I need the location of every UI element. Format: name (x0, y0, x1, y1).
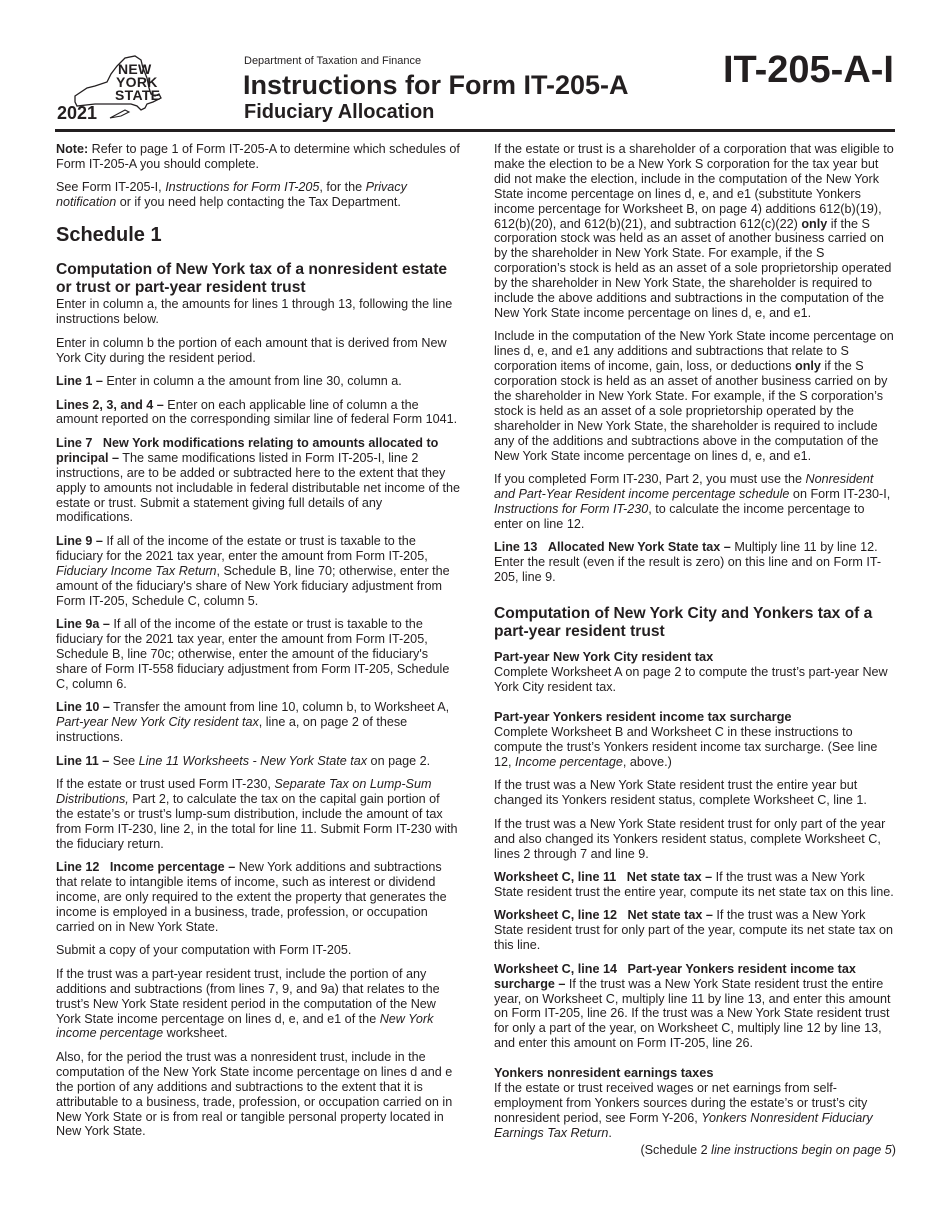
logo-word-york: YORK (116, 74, 158, 90)
text: , to calculate the income percentage to enter on line 12. (494, 502, 865, 531)
text: Separate Tax on Lump-Sum Distributions, (56, 777, 432, 806)
label: Net state tax – (627, 908, 713, 923)
paragraph: Complete Worksheet A on page 2 to compute the trust’s part-year New York City resident tax. (494, 665, 888, 695)
text: Privacy notification (56, 180, 407, 210)
label: Worksheet C, line 11 (494, 870, 617, 884)
paragraph: If the trust was a New York State resident trust the entire year but changed its Yonkers resident status, complete Worksheet C, line 1. (494, 778, 867, 808)
form-code: IT-205-A-I (722, 49, 894, 91)
paragraph: Submit a copy of your computation with Form IT-205. (56, 943, 352, 958)
text: Instructions for Form IT-230 (494, 502, 649, 517)
text: worksheet. (163, 1026, 228, 1041)
paragraph: Enter in column a, the amounts for lines 1 through 13, following the line instructions below. (56, 297, 453, 327)
text: if the S corporation stock is held as an asset of another business carried on by the shareholder in New York State. For example, if the S corporation’s stock is held as an asset of a sole proprietorship operated by the shareholder in New York State, the shareholder is required to include any of the additions and subtractions above in the computation of the New York State income percentage on lines d, e, and e1. (494, 359, 888, 463)
text: , for the (319, 180, 366, 195)
text: New York income percentage (56, 1011, 434, 1041)
see-paragraph (56, 180, 460, 210)
label: New York modifications relating to amounts allocated to principal – (56, 435, 439, 465)
text: Transfer the amount from line 10, column b, to Worksheet A, (109, 700, 450, 715)
subheading: Part-year Yonkers resident income tax surcharge (494, 708, 792, 724)
line-10-paragraph (56, 700, 460, 745)
label: Line 10 – (56, 700, 110, 715)
note-label: Note: (56, 142, 89, 156)
text: Part 2, to calculate the tax on the capital gain portion of the estate’s or trust’s lump-sum distribution, include the amount of tax from Form IT-230, line 2, in the total for line 11. Submit Form IT-230 with the fiduciary return. (56, 791, 458, 851)
page-subtitle: Fiduciary Allocation (244, 101, 435, 123)
schedule-heading: Schedule 1 (56, 224, 162, 247)
text: Part-year New York City resident tax (56, 715, 259, 730)
it230-paragraph (56, 777, 460, 852)
text: New York additions and subtractions that relate to intangible items of income, such as interest or dividend income, are only required to the extent the property that generates the income is employed in a business, trade, profession, or occupation carried on in New York State. (56, 860, 447, 934)
nys-logo (55, 52, 175, 124)
label: Line 9 – (56, 533, 103, 548)
text: If all of the income of the estate or trust is taxable to the fiduciary for the 2021 tax year, enter the amount from Form IT-205, (56, 533, 428, 563)
label: Income percentage – (109, 860, 236, 875)
department-name: Department of Taxation and Finance (244, 55, 422, 67)
label: Worksheet C, line 12 (494, 908, 617, 923)
text: If the trust was a part-year resident trust, include the portion of any additions and subtractions (from lines 7, 9, and 9a) that relates to the trust’s New York State resident period in the computation of the New York State income percentage on lines d, e, and e1 of the (56, 966, 440, 1026)
text: , above.) (622, 754, 672, 769)
it230-part2-paragraph (494, 472, 896, 532)
worksheet-c-line-12-paragraph (494, 908, 896, 953)
line-12-paragraph (56, 860, 460, 935)
text: Instructions for Form IT-205 (165, 180, 320, 195)
text: only (801, 216, 828, 231)
s-corp-paragraph-2 (494, 329, 896, 463)
s-corp-paragraph-1 (494, 142, 896, 321)
paragraph: Enter in column b the portion of each amount that is derived from New York City during the resident period. (56, 335, 447, 365)
continuation-note (494, 1143, 896, 1158)
label: Net state tax – (626, 870, 713, 884)
text: If the trust was a New York State resident trust for only part of the year, compute its net state tax on this line. (494, 908, 894, 953)
left-column (56, 142, 460, 1148)
text: line instructions begin on page 5 (711, 1142, 892, 1157)
text: Nonresident and Part-Year Resident income percentage schedule (494, 472, 874, 502)
text: See (109, 753, 139, 768)
subheading: Part-year New York City resident tax (494, 649, 714, 665)
text: See Form IT-205-I, (56, 180, 166, 195)
page-title: Instructions for Form IT-205-A (243, 70, 629, 100)
worksheet-c-line-11-paragraph (494, 870, 896, 900)
section-heading: Computation of New York City and Yonkers tax of a part-year resident trust (494, 605, 873, 640)
line-7-paragraph (56, 436, 460, 525)
subheading: Yonkers nonresident earnings taxes (494, 1065, 714, 1081)
text: Enter on each applicable line of column a the amount reported on the corresponding similar line of federal Form 1041. (56, 397, 458, 427)
nonresident-paragraph: Also, for the period the trust was a nonresident trust, include in the computation of the New York State income percentage on lines d and e the portion of any additions and subtractions to the extent that it is attributable to a business, trade, profession, or occupation carried on in New York State or is from real or tangible personal property located in New York State. (56, 1049, 453, 1139)
yonkers-paragraph (494, 725, 896, 770)
text: If the trust was a New York State resident trust the entire year, compute its net state tax on this line. (494, 870, 894, 899)
label: Part-year Yonkers resident income tax surcharge – (494, 961, 856, 991)
right-column (494, 142, 896, 1166)
logo-year: 2021 (57, 103, 98, 123)
worksheet-c-line-14-paragraph (494, 962, 896, 1051)
label: Line 12 (56, 860, 100, 875)
text: If the estate or trust received wages or net earnings from self-employment from Yonkers sources during the estate’s or trust’s city nonresident period, see Form Y-206, (494, 1081, 868, 1125)
text: on page 2. (367, 753, 431, 768)
text: If the estate or trust used Form IT-230, (56, 777, 275, 792)
text: If the trust was a New York State resident trust the entire year, on Worksheet C, multiply line 11 by line 13, and enter this amount on Form IT-205, line 26. If the trust was a New York State resident trust for only a part of the year, on Worksheet C, multiply line 12 by line 13, and enter this amount on Form IT-205, line 26. (494, 976, 891, 1051)
text: Complete Worksheet B and Worksheet C in these instructions to compute the trust’s Yonkers resident income tax surcharge. (See line 12, (494, 724, 878, 769)
line-11-paragraph (56, 754, 460, 769)
line-13-paragraph (494, 540, 896, 585)
text: If all of the income of the estate or trust is taxable to the fiduciary for the 2021 tax year, enter the amount from Form IT-205, Schedule B, line 70c; otherwise, enter the amount of the fiduciary's share of Form IT-558 fiduciary adjustment from Form IT-205, Schedule C, column 6. (56, 617, 450, 691)
lines-2-4-paragraph (56, 398, 460, 428)
text: . (608, 1125, 612, 1140)
label: Lines 2, 3, and 4 – (56, 397, 164, 412)
label: Allocated New York State tax – (547, 540, 731, 555)
text: Enter in column a the amount from line 30, column a. (102, 374, 402, 389)
label: Line 9a – (56, 617, 110, 632)
line-9-paragraph (56, 534, 460, 609)
text: Multiply line 11 by line 12. Enter the result (even if the result is zero) on this line and on Form IT-205, line 9. (494, 540, 882, 585)
note-paragraph (56, 142, 460, 172)
label: Line 1 – (56, 374, 103, 389)
label: Line 11 – (56, 753, 110, 768)
text: on Form IT-230-I, (789, 487, 891, 502)
label: Line 13 (494, 540, 538, 555)
text: (Schedule 2 (640, 1142, 712, 1157)
text: or if you need help contacting the Tax Department. (116, 195, 401, 210)
line-1-paragraph (56, 374, 460, 389)
text: if the S corporation stock was held as an asset of another business carried on by the shareholder in New York State. For example, if the S corporation’s stock is held as an asset of a sole proprietorship operated by the shareholder in New York State, the shareholder is required to include the above additions and subtractions in the computation of the New York State income percentage on lines d, e, and e1. (494, 216, 892, 320)
text: , Schedule B, line 70; otherwise, enter the amount of the fiduciary's share of New York fiduciary adjustment from Form IT-205, Schedule C, column 5. (56, 563, 450, 608)
note-text: Refer to page 1 of Form IT-205-A to determine which schedules of Form IT-205-A you should complete. (56, 142, 460, 171)
text: Include in the computation of the New York State income percentage on lines d, e, and e1 any additions and subtractions that relate to S corporation items of income, gain, loss, or deductions (494, 329, 894, 374)
text: If you completed Form IT-230, Part 2, you must use the (494, 472, 806, 487)
text: only (795, 359, 821, 374)
text: The same modifications listed in Form IT-205-I, line 2 instructions, are to be added or subtracted here to the extent that they apply to amounts not includable in federal distributable net income of the estate or trust. Submit a statement giving full details of any modifications. (56, 450, 460, 525)
text: , line a, on page 2 of these instructions. (56, 715, 408, 745)
part-year-paragraph (56, 967, 460, 1042)
text: Fiduciary Income Tax Return (56, 563, 217, 578)
header-rule (55, 129, 895, 132)
text: If the estate or trust is a shareholder of a corporation that was eligible to make the election to be a New York S corporation for the tax year but did not make the election, include in the computation of the New York State income percentage on lines d, e, and e1 (substitute Yonkers income percentage for Worksheet B, on page 4) additions 612(b)(19), 612(b)(20), and 612(b)(21), and subtraction 612(c)(22) (494, 142, 894, 231)
section-heading: Computation of New York tax of a nonresident estate or trust or part-year resident trust (56, 261, 448, 296)
label: Worksheet C, line 14 (494, 961, 617, 976)
text: ) (891, 1142, 896, 1157)
line-9a-paragraph (56, 617, 460, 692)
logo-word-state: STATE (115, 87, 161, 103)
label: Line 7 (56, 435, 93, 450)
text: Income percentage (515, 754, 623, 769)
paragraph: If the trust was a New York State resident trust for only part of the year and also changed its Yonkers resident status, complete Worksheet C, lines 2 through 7 and line 9. (494, 816, 886, 861)
yonkers-nonresident-paragraph (494, 1081, 896, 1141)
logo-word-new: NEW (118, 61, 152, 77)
page-header (0, 0, 950, 135)
text: Yonkers Nonresident Fiduciary Earnings Tax Return (494, 1110, 873, 1140)
text: Line 11 Worksheets - New York State tax (138, 753, 368, 768)
